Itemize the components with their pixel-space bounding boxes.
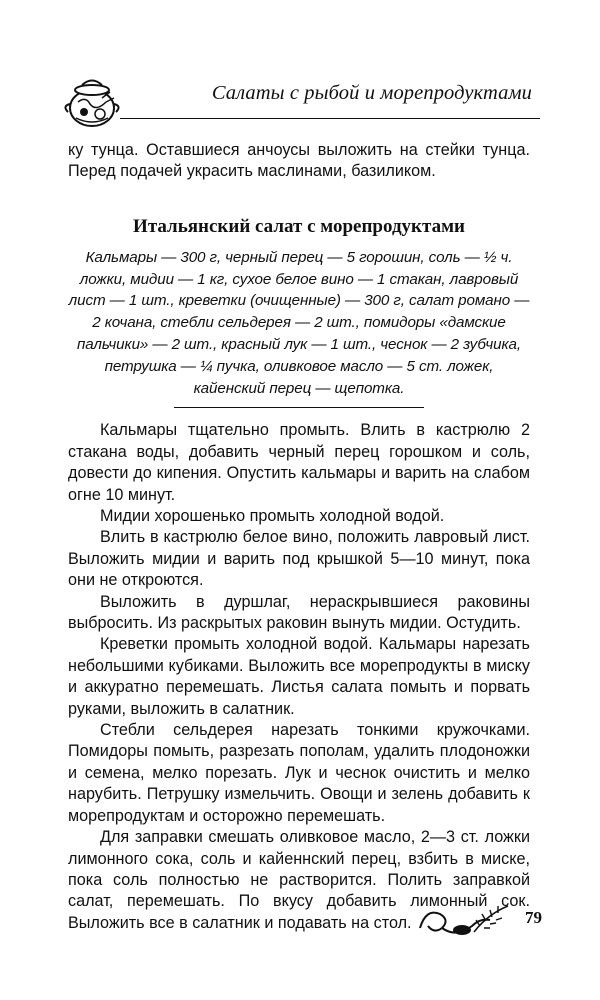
section-divider <box>174 407 424 408</box>
recipe-step-3: Влить в кастрюлю белое вино, положить лавровый лист. Выложить мидии и варить под крышкой 5—10 минут, пока они не откроются. <box>68 528 530 590</box>
recipe-step-7: Для заправки смешать оливковое масло, 2—3 ст. ложки лимонного сока, соль и кайеннский перец, взбить в миске, пока соль полностью не растворится. Полить заправкой салат, перемешать. По вкусу добавить лимонный сок. Выложить все в салатник и подавать на стол. <box>68 828 530 932</box>
ingredients-list: Кальмары — 300 г, черный перец — 5 горошин, соль — ½ ч. ложки, мидии — 1 кг, сухое белое вино — 1 стакан, лавровый лист — 1 шт., креветки (очищенные) — 300 г, салат романо — 2 кочана, стебли сельдерея — 2 шт., помидоры «дамские пальчики» — 2 шт., красный лук — 1 шт., чеснок — 2 зубчика, петрушка — ¼ пучка, оливковое масло — 5 ст. ложек, кайенский перец — щепотка. <box>68 248 530 397</box>
intro-paragraph: ку тунца. Оставшиеся анчоусы выложить на стейки тунца. Перед подачей украсить маслинами, базиликом. <box>68 141 530 181</box>
running-header <box>60 62 540 132</box>
header-rule <box>120 118 540 119</box>
page-number: 79 <box>525 908 542 927</box>
page-body <box>68 140 530 934</box>
recipe-step-4: Выложить в дуршлаг, нераскрывшиеся раковины выбросить. Из раскрытых раковин вынуть мидии. Остудить. <box>68 592 530 633</box>
leaf-ornament-icon <box>416 898 514 942</box>
page-footer <box>416 898 546 948</box>
recipe-title: Итальянский салат с морепродуктами <box>133 215 465 237</box>
recipe-step-2: Мидии хорошенько промыть холодной водой. <box>100 507 445 526</box>
header-title: Салаты с рыбой и морепродуктами <box>211 82 532 104</box>
cooking-pot-icon <box>60 72 130 132</box>
recipe-step-6: Стебли сельдерея нарезать тонкими кружочками. Помидоры помыть, разрезать пополам, удалить плодоножки и семена, мелко порезать. Лук и чеснок очистить и мелко нарубить. Петрушку измельчить. Овощи и зелень добавить к морепродуктам и осторожно перемешать. <box>68 721 530 825</box>
recipe-step-1: Кальмары тщательно промыть. Влить в кастрюлю 2 стакана воды, добавить черный перец горошком и соль, довести до кипения. Опустить кальмары и варить на слабом огне 10 минут. <box>68 421 530 504</box>
recipe-step-5: Креветки промыть холодной водой. Кальмары нарезать небольшими кубиками. Выложить все морепродукты в миску и аккуратно перемешать. Листья салата помыть и порвать руками, выложить в салатник. <box>68 635 530 718</box>
